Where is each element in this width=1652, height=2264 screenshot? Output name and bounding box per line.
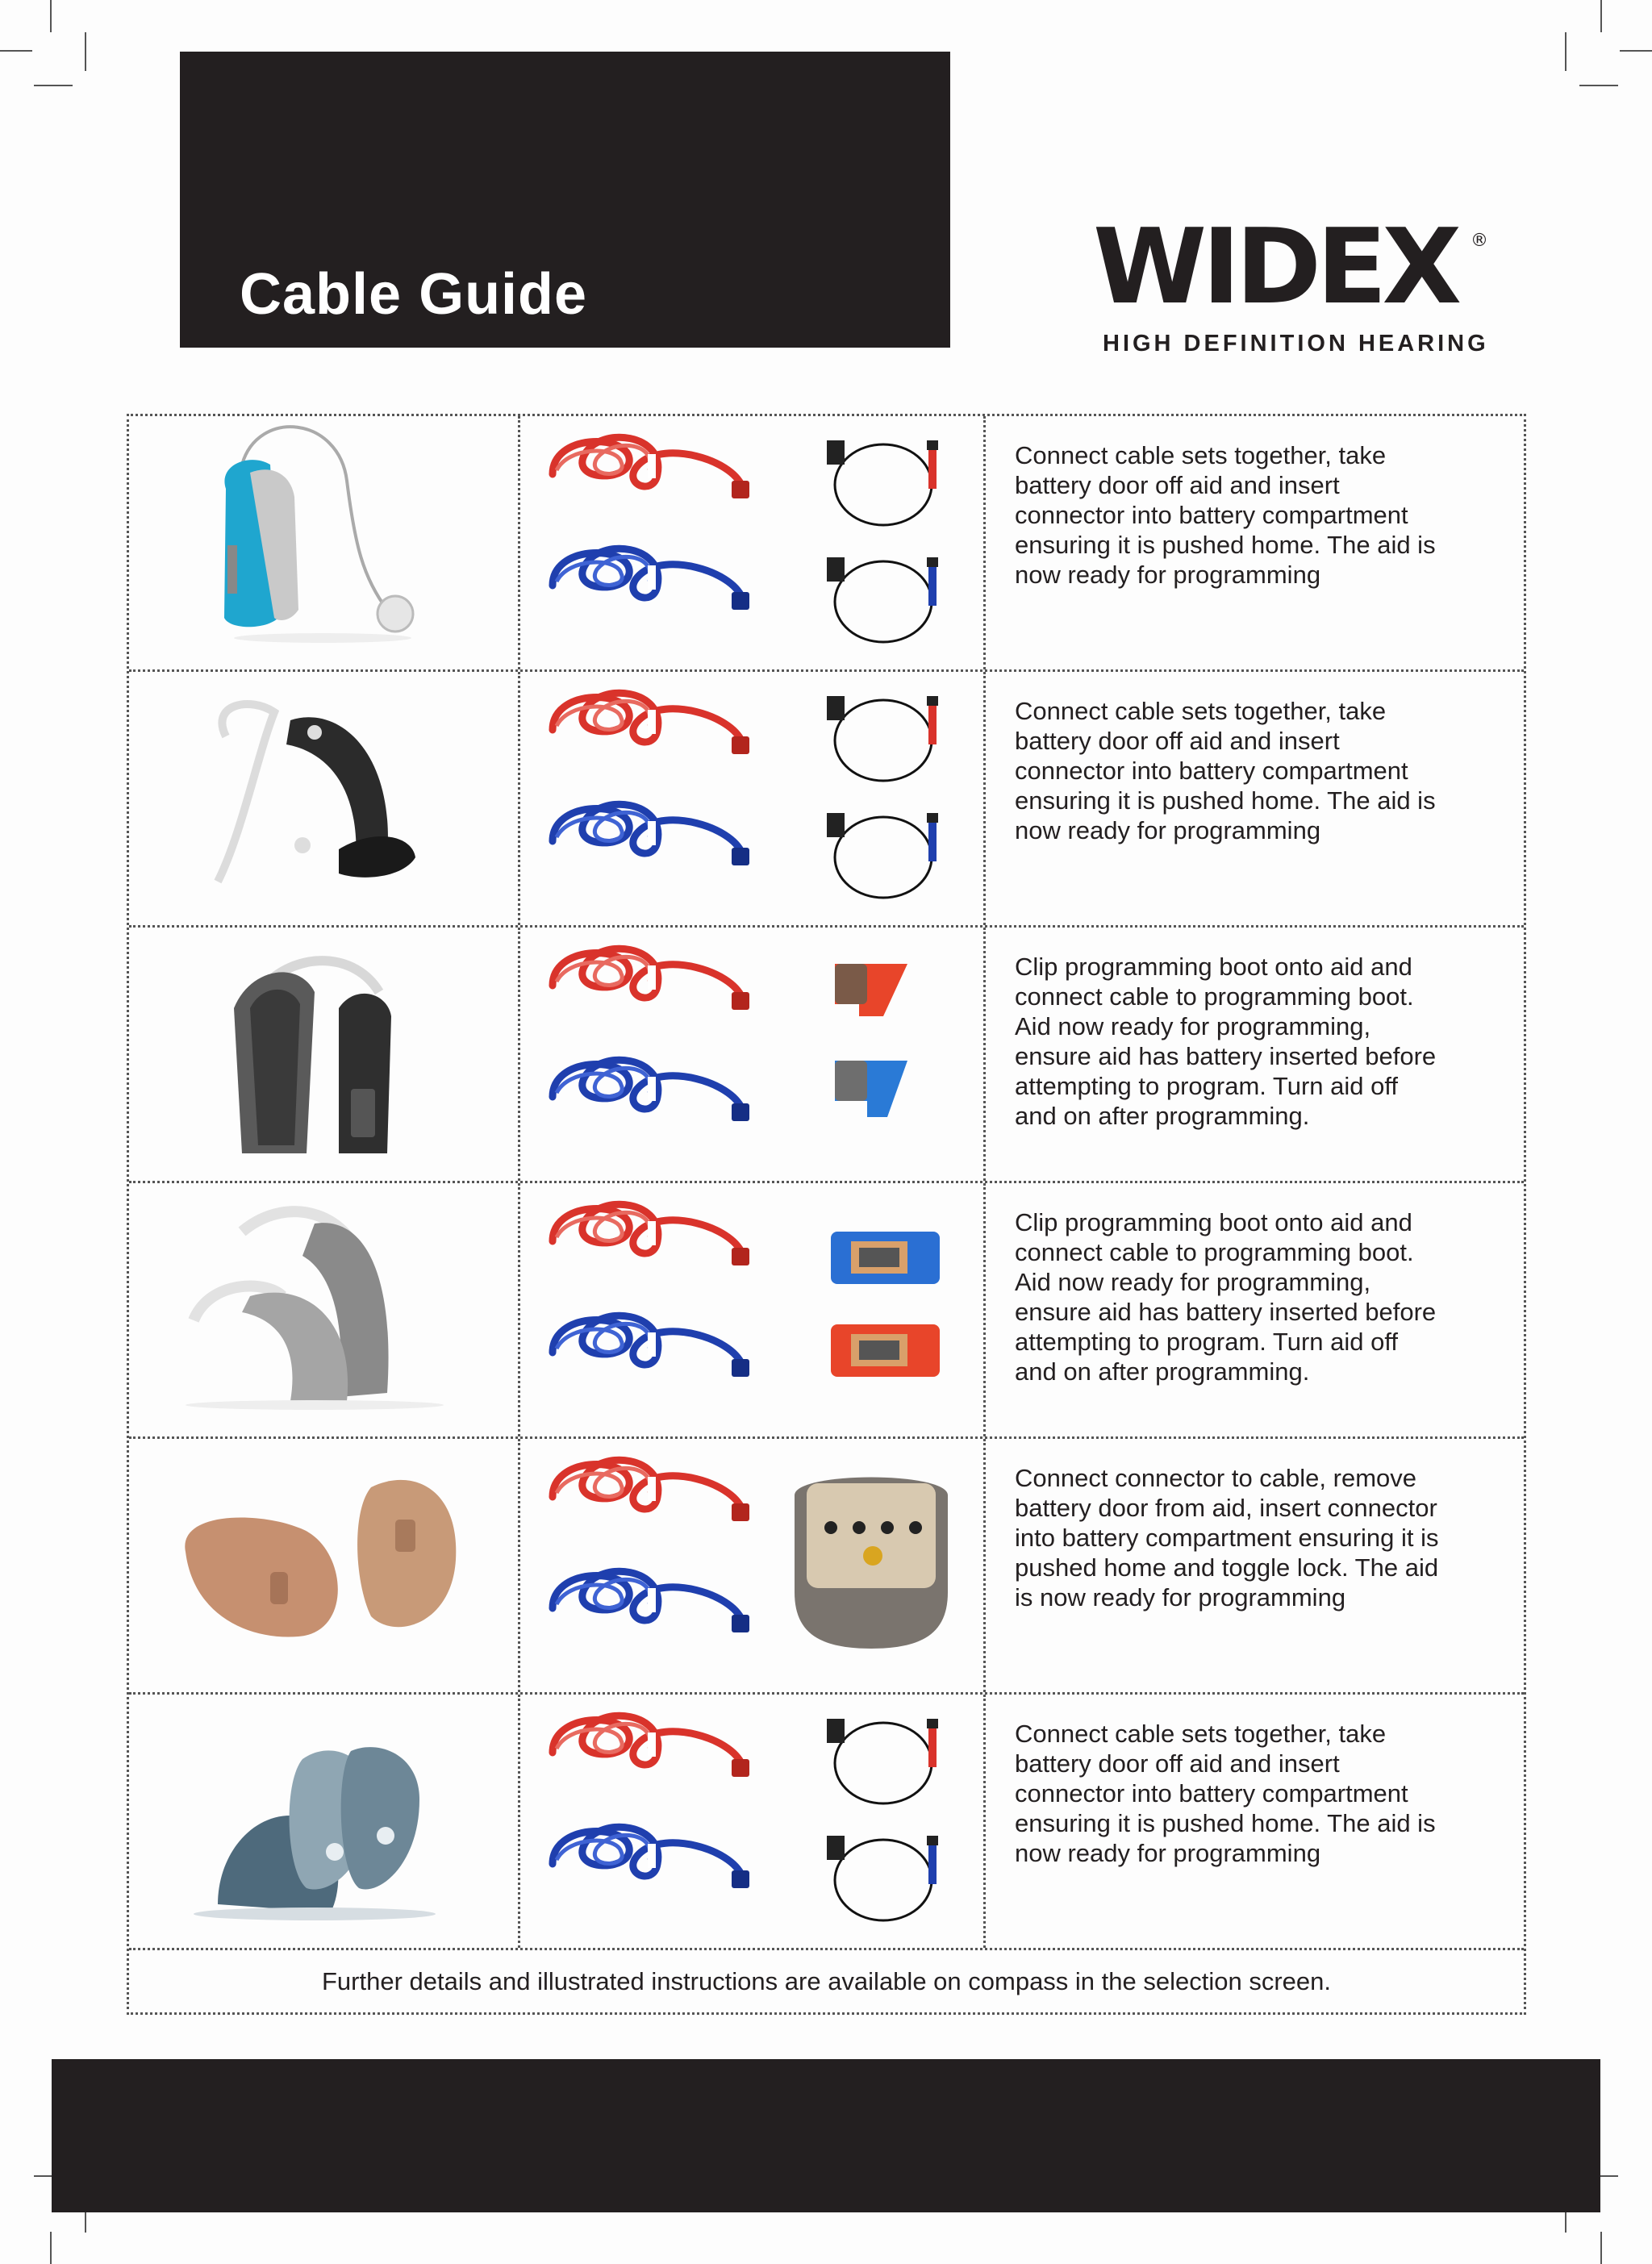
- cable-set: [520, 672, 986, 925]
- instruction-text: Connect cable sets together, take battery door off aid and insert connector into battery compartment ensuring it is pushed home. The aid is now ready for programming: [1015, 697, 1436, 844]
- hearing-aid-bte-power-icon: [129, 1183, 520, 1436]
- instruction-text: Clip programming boot onto aid and connect cable to programming boot. Aid now ready for programming, ensure aid has battery inserted before attempting to program. Turn aid off and on after programming.: [1015, 1208, 1437, 1386]
- footer-note: Further details and illustrated instructions are available on compass in the selection screen.: [322, 1966, 1331, 1995]
- cable-set: [520, 1695, 986, 1948]
- instruction-cell: [986, 416, 1524, 669]
- crop-mark: [85, 32, 86, 71]
- crop-mark: [34, 85, 73, 86]
- instruction-cell: [986, 1695, 1524, 1948]
- hearing-aid-ite-beige-icon: [129, 1439, 520, 1692]
- instruction-cell: [986, 1183, 1524, 1436]
- crop-mark: [1600, 2232, 1602, 2264]
- hearing-aid-ric-blue-icon: [129, 416, 520, 669]
- cable-guide-table: [127, 414, 1526, 2015]
- programming-boot-icon: [835, 964, 907, 1117]
- logo-tagline: HIGH DEFINITION HEARING: [1103, 331, 1489, 356]
- hearing-aid-bte-grey-icon: [129, 928, 520, 1181]
- cable-set: [520, 416, 986, 669]
- crop-mark: [1620, 50, 1652, 52]
- hearing-aid-bte-black-icon: [129, 672, 520, 925]
- programming-shoe-icon: [831, 1232, 940, 1377]
- table-row: [129, 1183, 1524, 1439]
- page-title: Cable Guide: [240, 262, 588, 327]
- instruction-cell: [986, 928, 1524, 1181]
- widex-wordmark-icon: [1093, 206, 1496, 319]
- table-row: [129, 1695, 1524, 1950]
- cable-set: [520, 1183, 986, 1436]
- crop-mark: [1579, 85, 1618, 86]
- svg-text:®: ®: [1471, 231, 1488, 251]
- title-banner: [180, 52, 950, 348]
- crop-mark: [1565, 32, 1566, 71]
- instruction-text: Connect cable sets together, take battery door off aid and insert connector into battery compartment ensuring it is pushed home. The aid is now ready for programming: [1015, 441, 1436, 589]
- battery-adapter-icon: [795, 1478, 948, 1649]
- instruction-text: Connect cable sets together, take battery door off aid and insert connector into battery compartment ensuring it is pushed home. The aid is now ready for programming: [1015, 1720, 1436, 1867]
- table-row: [129, 416, 1524, 672]
- crop-mark: [50, 0, 52, 32]
- instruction-text: Clip programming boot onto aid and connect cable to programming boot. Aid now ready for programming, ensure aid has battery inserted before attempting to program. Turn aid off and on after programming.: [1015, 953, 1437, 1130]
- instruction-cell: [986, 1439, 1524, 1692]
- hearing-aid-cic-silver-icon: [129, 1695, 520, 1948]
- table-row: [129, 1439, 1524, 1695]
- instruction-cell: [986, 672, 1524, 925]
- crop-mark: [1600, 0, 1602, 32]
- cable-set: [520, 1439, 986, 1692]
- widex-logo: [1093, 206, 1496, 367]
- crop-mark: [50, 2232, 52, 2264]
- bottom-bar: [52, 2059, 1600, 2212]
- instruction-text: Connect connector to cable, remove battery door from aid, insert connector into battery compartment ensuring it is pushed home and toggle lock. The aid is now ready for programming: [1015, 1464, 1439, 1611]
- table-row: [129, 672, 1524, 928]
- cable-set: [520, 928, 986, 1181]
- crop-mark: [0, 50, 32, 52]
- svg-text:WIDEX: WIDEX: [1093, 207, 1458, 319]
- table-row: [129, 928, 1524, 1183]
